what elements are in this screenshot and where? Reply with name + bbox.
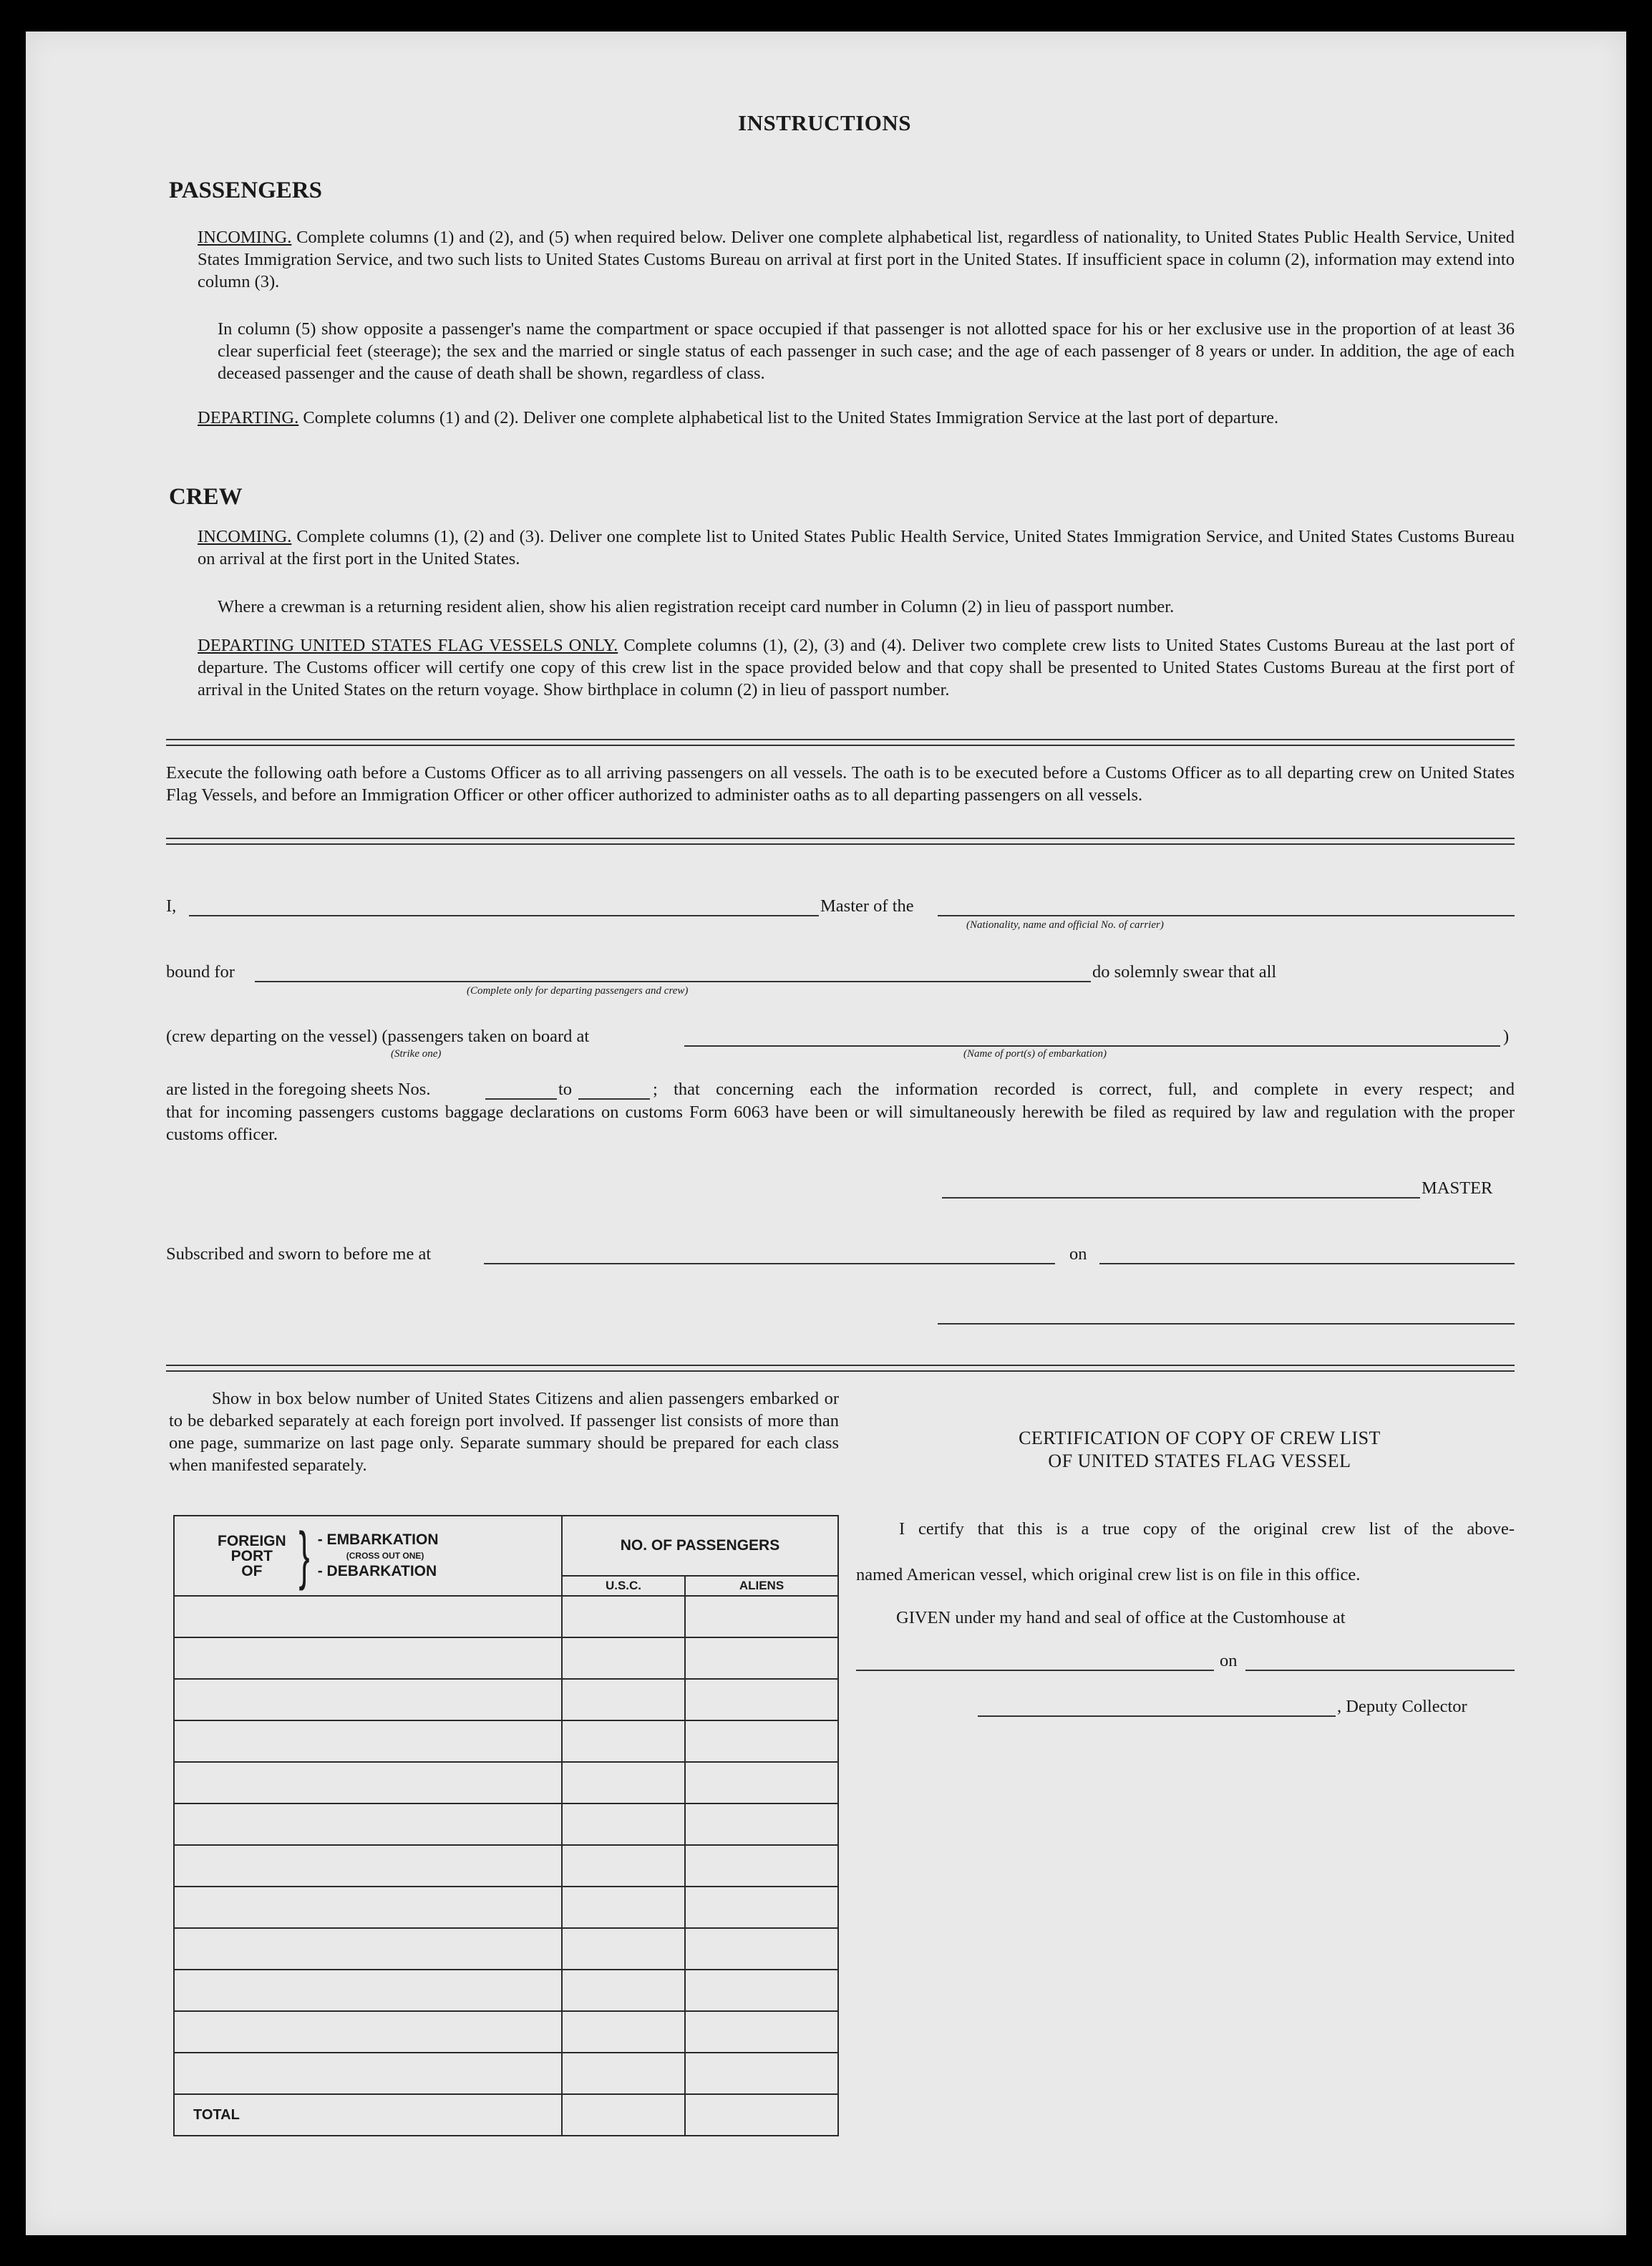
port-cell[interactable]	[174, 1679, 562, 1720]
form-sheet	[26, 32, 1626, 2235]
instructions-title: INSTRUCTIONS	[738, 110, 912, 135]
nationality-hint: (Nationality, name and official No. of carrier)	[966, 919, 1164, 931]
aliens-cell[interactable]	[685, 1720, 838, 1762]
aliens-cell[interactable]	[685, 1679, 838, 1720]
port-cell[interactable]	[174, 1887, 562, 1928]
usc-cell[interactable]	[562, 1845, 685, 1887]
port-cell[interactable]	[174, 1970, 562, 2011]
usc-cell[interactable]	[562, 1637, 685, 1679]
strike-one-hint: (Strike one)	[391, 1048, 442, 1060]
listed-label-1: are listed in the foregoing sheets Nos.	[166, 1080, 431, 1099]
listed-label-3: that for incoming passengers customs baggage declarations on customs Form 6063 have been or will simultaneously herewith be filed as required by law and regulation with the proper customs officer.	[166, 1103, 1515, 1144]
table-row	[174, 1887, 838, 1928]
deputy-collector-label: , Deputy Collector	[1337, 1697, 1467, 1716]
table-row	[174, 1803, 838, 1845]
passengers-departing-text: Complete columns (1) and (2). Deliver one complete alphabetical list to the United States Immigration Service at the last port of departure.	[303, 408, 1279, 427]
usc-cell[interactable]	[562, 2053, 685, 2094]
subscribed-label: Subscribed and sworn to before me at	[166, 1244, 432, 1264]
certification-text-2: named American vessel, which original crew list is on file in this office.	[856, 1565, 1361, 1584]
cross-out-label: (CROSS OUT ONE)	[346, 1551, 424, 1561]
port-cell[interactable]	[174, 1928, 562, 1970]
deputy-signature-field[interactable]	[978, 1715, 1336, 1717]
sheet-to-field[interactable]	[578, 1098, 650, 1100]
crew-departing-paragraph	[198, 634, 1515, 701]
aliens-cell[interactable]	[685, 1596, 838, 1637]
port-hint: (Name of port(s) of embarkation)	[963, 1048, 1107, 1060]
do-solemnly-label: do solemnly swear that all	[1092, 962, 1277, 982]
certification-title-2: OF UNITED STATES FLAG VESSEL	[1048, 1451, 1351, 1471]
bound-for-label: bound for	[166, 962, 235, 982]
embarkation-port-field[interactable]	[684, 1045, 1500, 1047]
listed-label-2: ; that concerning each the information recorded is correct, full, and complete in every respect; and	[653, 1080, 1515, 1099]
oath-instruction: Execute the following oath before a Customs Officer as to all arriving passengers on all vessels. The oath is to be executed before a Customs Officer as to all departing crew on United States Flag Vessels, and before an Immigration Officer or other officer authorized to administer oaths as to all departing passengers on all vessels.	[166, 763, 1515, 805]
customhouse-field[interactable]	[856, 1670, 1214, 1671]
oath-i-label: I,	[166, 896, 177, 916]
debarkation-label: - DEBARKATION	[317, 1563, 437, 1579]
port-cell[interactable]	[174, 2053, 562, 2094]
table-row	[174, 1679, 838, 1720]
no-of-passengers-header: NO. OF PASSENGERS	[562, 1516, 838, 1576]
certification-text-3: GIVEN under my hand and seal of office at the Customhouse at	[896, 1608, 1346, 1627]
port-cell[interactable]	[174, 2011, 562, 2053]
close-paren: )	[1503, 1027, 1510, 1046]
usc-cell[interactable]	[562, 1679, 685, 1720]
port-cell[interactable]	[174, 1845, 562, 1887]
certification-title-1: CERTIFICATION OF COPY OF CREW LIST	[1019, 1428, 1381, 1448]
table-row	[174, 1637, 838, 1679]
listed-to-label: to	[558, 1080, 573, 1099]
port-cell[interactable]	[174, 1596, 562, 1637]
port-cell[interactable]	[174, 1762, 562, 1803]
aliens-header: ALIENS	[685, 1576, 838, 1596]
brace-icon: }	[298, 1520, 310, 1592]
of-label: OF	[241, 1562, 263, 1579]
passengers-heading: PASSENGERS	[169, 178, 322, 203]
divider	[166, 1365, 1515, 1372]
usc-cell[interactable]	[562, 1970, 685, 2011]
usc-cell[interactable]	[562, 2011, 685, 2053]
crew-resident-paragraph: Where a crewman is a returning resident alien, show his alien registration receipt card number in Column (2) in lieu of passport number.	[218, 597, 1175, 616]
table-row	[174, 1970, 838, 2011]
usc-cell[interactable]	[562, 1596, 685, 1637]
departing-hint: (Complete only for departing passengers and crew)	[467, 985, 689, 997]
divider	[166, 838, 1515, 845]
usc-header: U.S.C.	[562, 1576, 685, 1596]
table-row	[174, 2053, 838, 2094]
master-label: MASTER	[1422, 1178, 1493, 1198]
aliens-cell[interactable]	[685, 1637, 838, 1679]
certification-date-field[interactable]	[1245, 1670, 1515, 1671]
usc-total-cell[interactable]	[562, 2094, 685, 2136]
aliens-total-cell[interactable]	[685, 2094, 838, 2136]
port-header-cell	[174, 1516, 562, 1596]
aliens-cell[interactable]	[685, 1762, 838, 1803]
aliens-cell[interactable]	[685, 1803, 838, 1845]
crew-incoming-text: Complete columns (1), (2) and (3). Deliver one complete list to United States Public Health Service, United States Immigration Service, and United States Customs Bureau on arrival at the first port in the United States.	[198, 527, 1515, 568]
port-cell[interactable]	[174, 1803, 562, 1845]
summary-instruction: Show in box below number of United States Citizens and alien passengers embarked or to be debarked separately at each foreign port involved. If passenger list consists of more than one page, summarize on last page only. Separate summary should be prepared for each class when manifested separately.	[169, 1389, 839, 1475]
master-name-field[interactable]	[189, 915, 819, 916]
sworn-date-field[interactable]	[1099, 1263, 1515, 1264]
passengers-departing-label: DEPARTING.	[198, 408, 299, 427]
passenger-summary-table	[173, 1515, 839, 2136]
table-row	[174, 1845, 838, 1887]
table-row	[174, 1762, 838, 1803]
passengers-incoming-paragraph	[198, 226, 1515, 293]
usc-cell[interactable]	[562, 1887, 685, 1928]
usc-cell[interactable]	[562, 1928, 685, 1970]
crew-incoming-paragraph	[198, 526, 1515, 570]
passengers-incoming-label: INCOMING.	[198, 228, 292, 247]
aliens-cell[interactable]	[685, 1970, 838, 2011]
bound-for-field[interactable]	[255, 981, 1091, 982]
foreign-label: FOREIGN	[218, 1532, 286, 1549]
passengers-departing-paragraph	[198, 407, 1515, 429]
carrier-field[interactable]	[938, 915, 1515, 916]
port-label: PORT	[230, 1547, 273, 1564]
passengers-column5-paragraph: In column (5) show opposite a passenger's name the compartment or space occupied if that passenger is not allotted space for his or her exclusive use in the proportion of at least 36 clear superficial feet (steerage); the sex and the married or single status of each passenger in such case; and the age of each passenger of 8 years or under. In addition, the age of each deceased passenger and the cause of death shall be shown, regardless of class.	[218, 319, 1515, 383]
table-row	[174, 1720, 838, 1762]
total-row	[174, 2094, 838, 2136]
table-row	[174, 1596, 838, 1637]
sworn-place-field[interactable]	[484, 1263, 1055, 1264]
aliens-cell[interactable]	[685, 2053, 838, 2094]
sworn-on-label: on	[1069, 1244, 1087, 1264]
table-row	[174, 1928, 838, 1970]
aliens-cell[interactable]	[685, 1845, 838, 1887]
usc-cell[interactable]	[562, 1803, 685, 1845]
aliens-cell[interactable]	[685, 1928, 838, 1970]
port-cell[interactable]	[174, 1637, 562, 1679]
sheet-from-field[interactable]	[485, 1098, 557, 1100]
aliens-cell[interactable]	[685, 1887, 838, 1928]
crew-departing-label: DEPARTING UNITED STATES FLAG VESSELS ONLY.	[198, 636, 618, 655]
crew-heading: CREW	[169, 484, 243, 510]
embarkation-label: - EMBARKATION	[317, 1531, 439, 1548]
usc-cell[interactable]	[562, 1720, 685, 1762]
officer-signature-field[interactable]	[938, 1323, 1515, 1325]
master-of-the-label: Master of the	[820, 896, 914, 916]
usc-cell[interactable]	[562, 1762, 685, 1803]
divider	[166, 739, 1515, 746]
crew-incoming-label: INCOMING.	[198, 527, 292, 546]
passengers-incoming-text: Complete columns (1) and (2), and (5) when required below. Deliver one complete alphabetical list, regardless of nationality, to United States Public Health Service, United States Immigration Service, and two such lists to United States Customs Bureau on arrival at first port in the United States. If insufficient space in column (2), information may extend into column (3).	[198, 228, 1515, 291]
crew-departing-text: Complete columns (1), (2), (3) and (4). Deliver two complete crew lists to United States Customs Bureau at the last port of departure. The Customs officer will certify one copy of this crew list in the space provided below and that copy shall be presented to United States Customs Bureau at the first port of arrival in the United States on the return voyage. Show birthplace in column (2) in lieu of passport number.	[198, 636, 1515, 699]
table-row	[174, 2011, 838, 2053]
crew-departing-label: (crew departing on the vessel) (passengers taken on board at	[166, 1027, 590, 1046]
certification-on-label: on	[1220, 1651, 1238, 1670]
port-cell[interactable]	[174, 1720, 562, 1762]
master-signature-field[interactable]	[942, 1197, 1420, 1199]
total-label: TOTAL	[174, 2094, 562, 2136]
aliens-cell[interactable]	[685, 2011, 838, 2053]
certification-text-1: I certify that this is a true copy of the original crew list of the above-	[899, 1519, 1515, 1539]
